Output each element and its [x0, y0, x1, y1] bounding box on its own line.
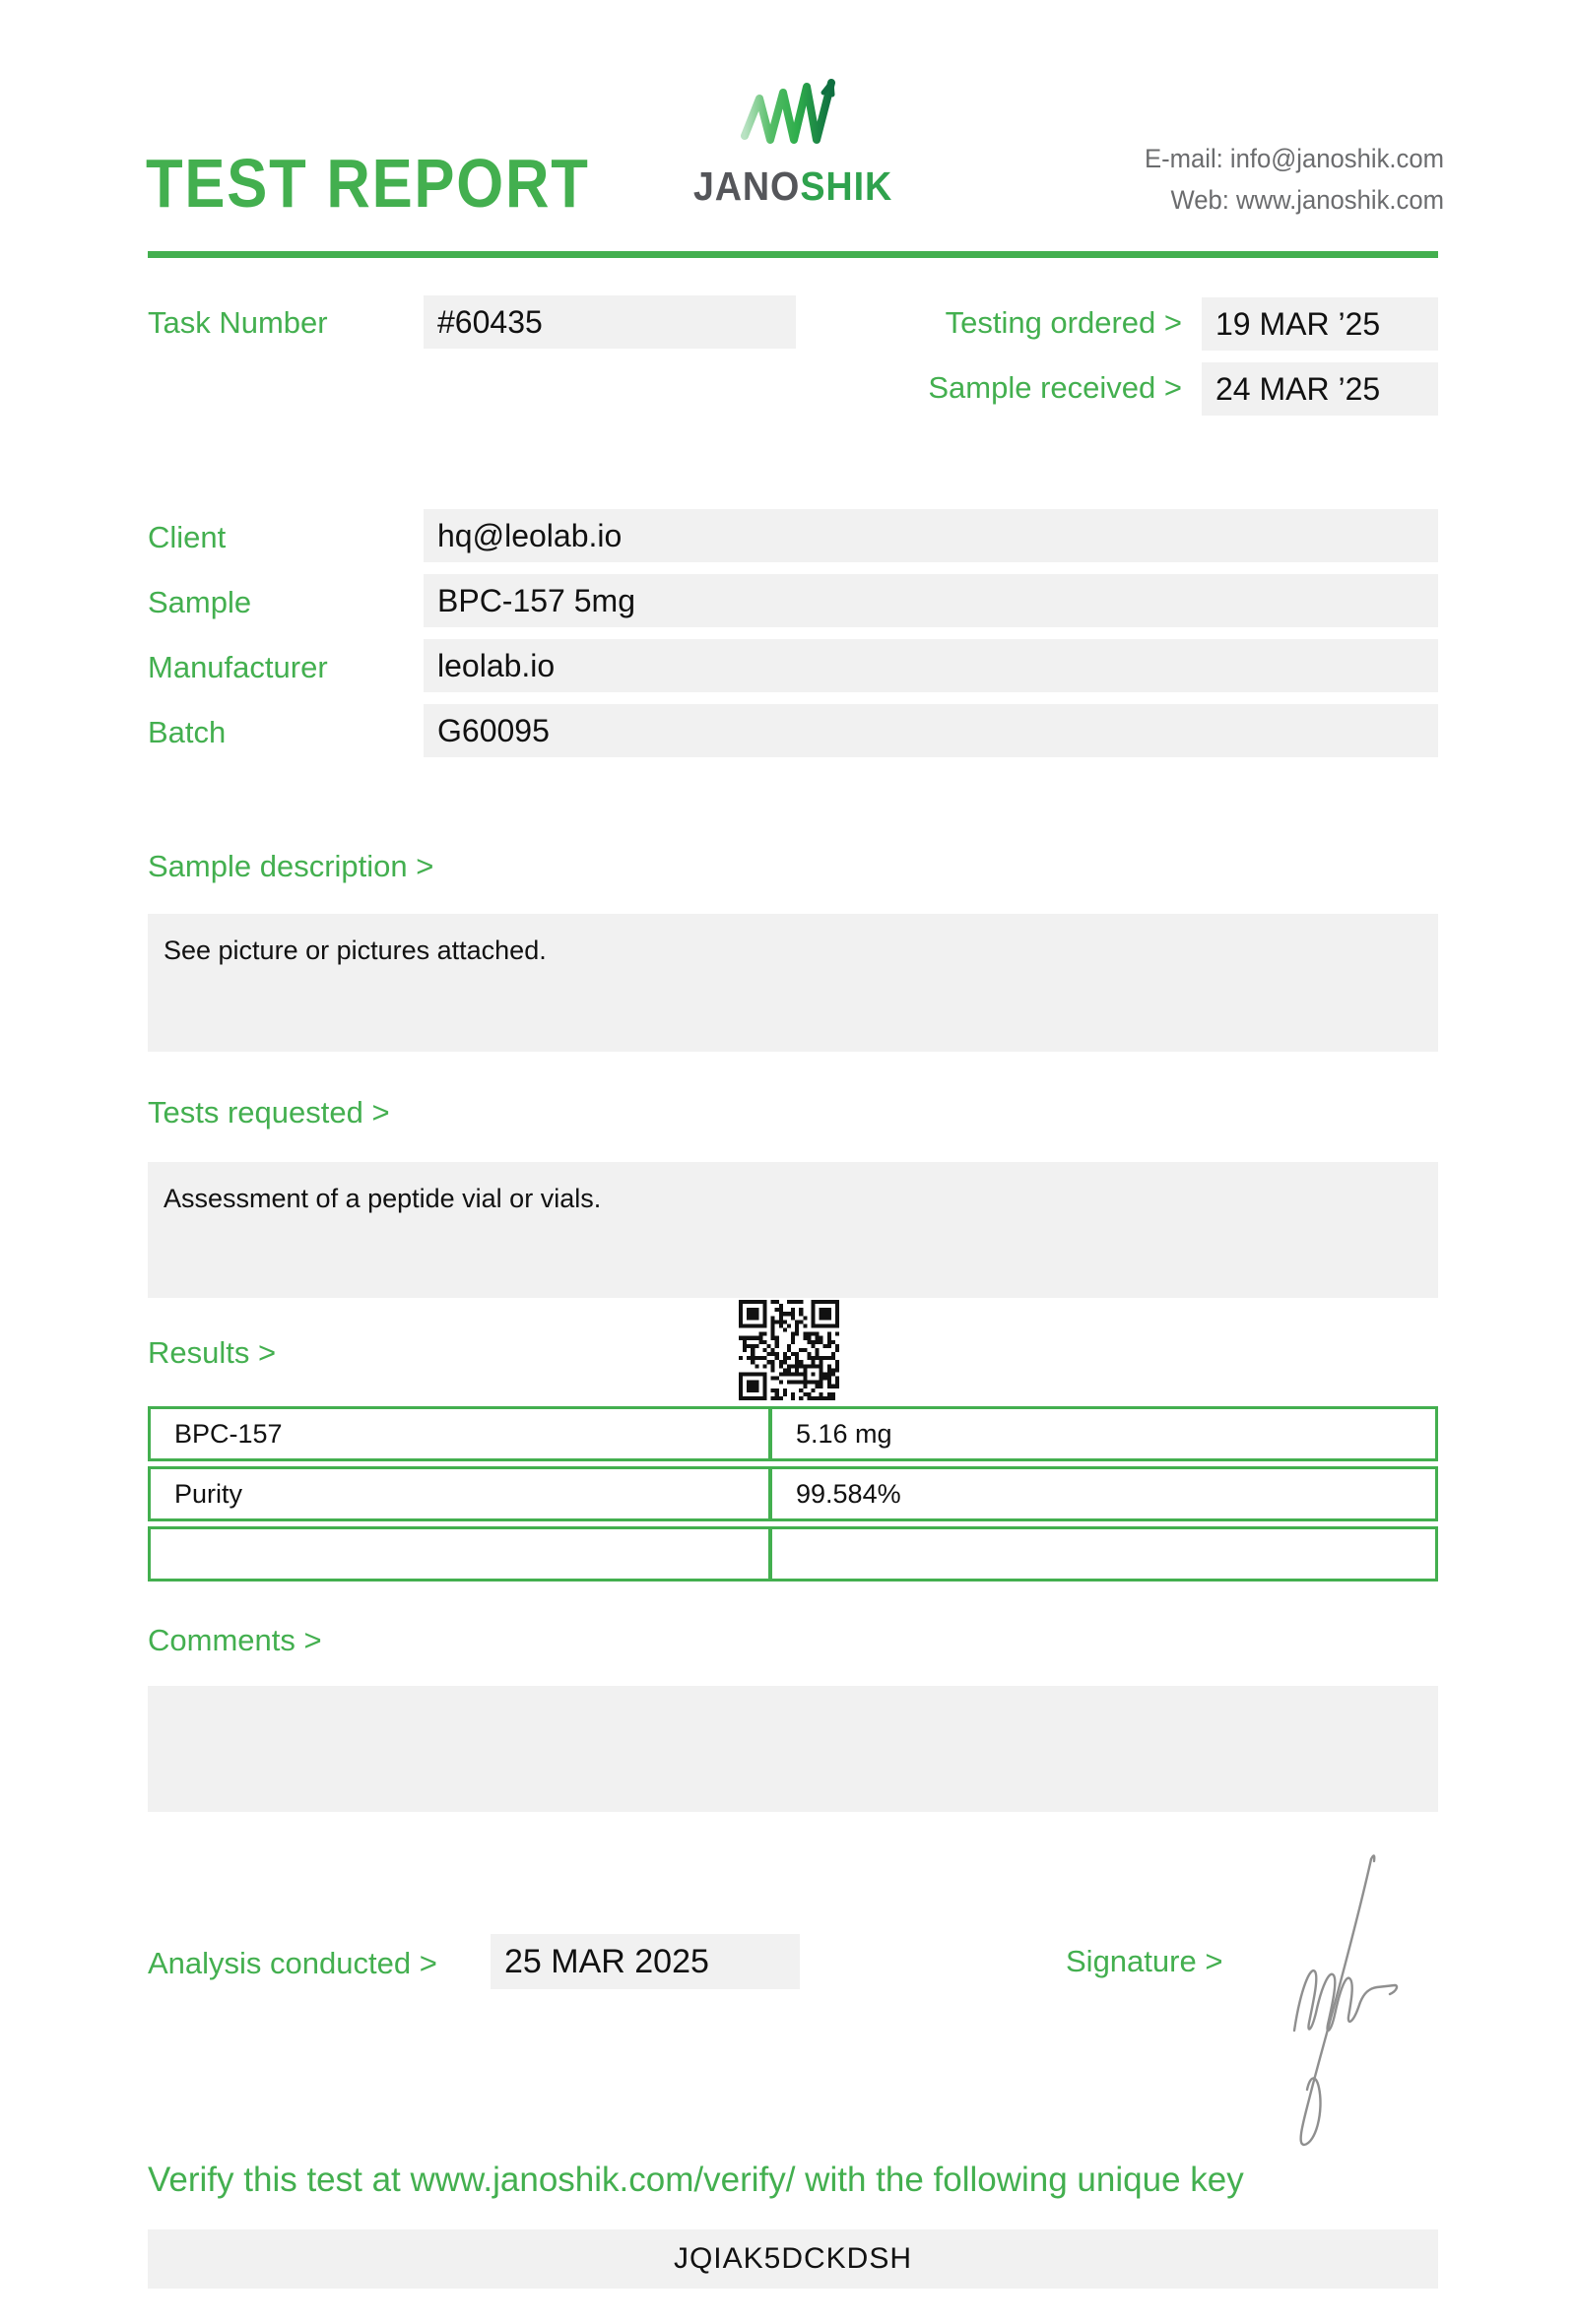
signature-image [1273, 1847, 1420, 2158]
tests-requested-text: Assessment of a peptide vial or vials. [164, 1184, 602, 1213]
table-row [148, 1466, 1438, 1521]
page-title: TEST REPORT [146, 145, 590, 222]
results-table [148, 1406, 1438, 1586]
contact-email: E-mail: info@janoshik.com [1144, 144, 1444, 173]
table-row [148, 1406, 1438, 1461]
sample-description-box [148, 914, 1438, 1052]
batch-value: G60095 [424, 704, 1438, 757]
sample-received-label: Sample received > [928, 370, 1182, 405]
client-label: Client [148, 520, 227, 554]
verify-instruction: Verify this test at www.janoshik.com/verify/ with the following unique key [148, 2161, 1244, 2199]
analysis-conducted-value: 25 MAR 2025 [491, 1934, 800, 1989]
client-value: hq@leolab.io [424, 509, 1438, 562]
tests-requested-box [148, 1162, 1438, 1298]
logo-jano: JANO [692, 163, 801, 209]
qr-code [739, 1300, 839, 1400]
tests-requested-heading: Tests requested > [148, 1095, 390, 1130]
contact-block [1008, 138, 1444, 221]
batch-label: Batch [148, 715, 227, 749]
comments-heading: Comments > [148, 1623, 322, 1657]
result-value-cell: 5.16 mg [770, 1406, 1438, 1461]
testing-ordered-label: Testing ordered > [945, 305, 1182, 340]
contact-web: Web: www.janoshik.com [1170, 185, 1444, 215]
sample-label: Sample [148, 585, 252, 619]
manufacturer-label: Manufacturer [148, 650, 328, 684]
result-name-cell: BPC-157 [148, 1406, 770, 1461]
sample-received-value: 24 MAR ’25 [1202, 362, 1438, 416]
signature-label: Signature > [1066, 1944, 1223, 1978]
analysis-conducted-label: Analysis conducted > [148, 1946, 437, 1980]
manufacturer-value: leolab.io [424, 639, 1438, 692]
result-value-cell: 99.584% [770, 1466, 1438, 1521]
janoshik-logo-icon [741, 77, 835, 164]
results-heading: Results > [148, 1335, 277, 1370]
result-name-cell: Purity [148, 1466, 770, 1521]
header-divider [148, 251, 1438, 258]
result-name-cell [148, 1526, 770, 1582]
result-value-cell [770, 1526, 1438, 1582]
comments-box [148, 1686, 1438, 1812]
task-number-label: Task Number [148, 305, 328, 340]
testing-ordered-value: 19 MAR ’25 [1202, 297, 1438, 351]
table-row [148, 1526, 1438, 1582]
sample-value: BPC-157 5mg [424, 574, 1438, 627]
sample-description-heading: Sample description > [148, 849, 434, 883]
task-number-value: #60435 [424, 295, 796, 349]
sample-description-text: See picture or pictures attached. [164, 936, 547, 965]
janoshik-logo-text [673, 163, 914, 210]
verify-key: JQIAK5DCKDSH [148, 2229, 1438, 2289]
logo-shik: SHIK [800, 163, 893, 209]
